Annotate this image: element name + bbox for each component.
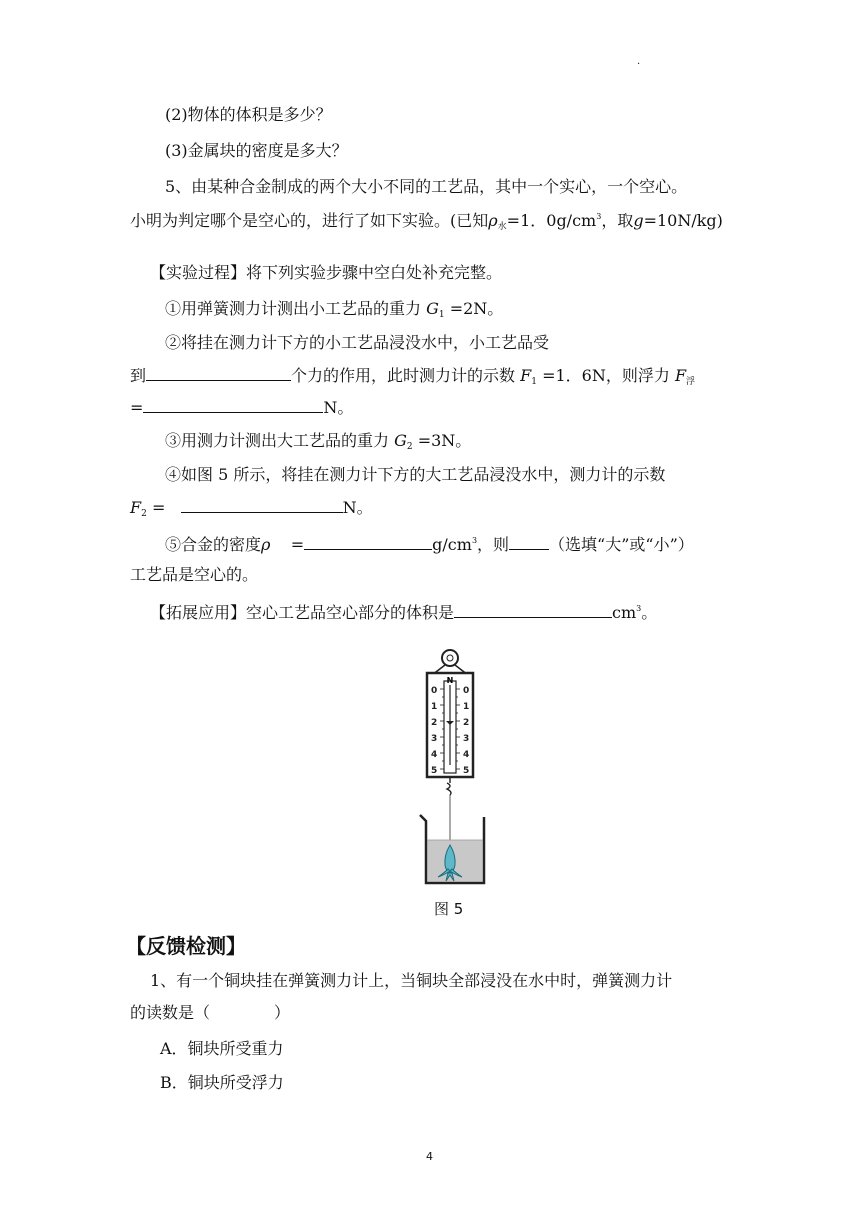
scale-right-label: 5 (463, 766, 470, 776)
scale-left-label: 4 (431, 750, 438, 760)
scale-left-label: 5 (431, 766, 438, 776)
problem-5-line-2: 小明为判定哪个是空心的，进行了如下实验。(已知$\rho_水=1$．$0g/cm^3$，取g=10N/kg) (130, 211, 723, 232)
feedback-heading: 【反馈检测】 (126, 934, 246, 958)
option-b[interactable]: B．铜块所受浮力 (160, 1073, 284, 1092)
scale-right-label: 4 (463, 750, 470, 760)
force-count-blank[interactable] (146, 364, 291, 381)
extension-application: 【拓展应用】空心工艺品空心部分的体积是 $cm^3$。 (150, 603, 658, 622)
step-2-line-3: = N。 (130, 398, 354, 417)
scale-right-label: 2 (463, 718, 470, 728)
problem-5-line-1: 5、由某种合金制成的两个大小不同的工艺品，其中一个实心，一个空心。 (165, 177, 688, 196)
density-blank[interactable] (304, 533, 432, 550)
scale-left-label: 2 (431, 718, 438, 728)
header-mark: . (637, 56, 641, 67)
scale-right-label: 3 (463, 734, 470, 744)
page-number: 4 (426, 1150, 433, 1163)
buoyancy-blank[interactable] (143, 396, 323, 413)
scale-left-label: 1 (431, 702, 438, 712)
step-5-line-1: ⑤合金的密度ρ = $g/cm^3$，则 （选填“大”或“小”） (165, 535, 694, 554)
scale-right-label: 0 (463, 686, 470, 696)
scale-left-label: 0 (431, 686, 438, 696)
option-a[interactable]: A．铜块所受重力 (160, 1039, 284, 1058)
question-3: (3)金属块的密度是多大？ (165, 141, 348, 160)
size-choice-blank[interactable] (509, 533, 549, 550)
step-1: ①用弹簧测力计测出小工艺品的重力 $G_1 =2N$。 (165, 299, 504, 320)
reading-f2-blank[interactable] (181, 496, 343, 513)
feedback-q1-line-2: 的读数是（ ） (130, 1003, 291, 1022)
step-3: ③用测力计测出大工艺品的重力 $G_2 =3N$。 (165, 431, 472, 452)
step-4-line-2: $F_2$ = N。 (130, 498, 373, 519)
question-2: (2)物体的体积是多少？ (165, 105, 332, 124)
figure-caption: 图 5 (434, 900, 464, 918)
scale-left-label: 3 (431, 734, 438, 744)
scale-unit: N (446, 676, 454, 685)
feedback-q1-line-1: 1、有一个铜块挂在弹簧测力计上，当铜块全部浸没在水中时，弹簧测力计 (150, 971, 673, 990)
hollow-volume-blank[interactable] (454, 601, 612, 618)
experiment-process-heading: 【实验过程】将下列实验步骤中空白处补充完整。 (150, 263, 503, 282)
scale-right-label: 1 (463, 702, 470, 712)
step-2-line-2: 到 个力的作用，此时测力计的示数 $F_1 =1$．6N，则浮力 $F_浮$ (130, 366, 696, 387)
step-4-line-1: ④如图 5 所示，将挂在测力计下方的大工艺品浸没水中，测力计的示数 (165, 465, 666, 484)
figure-5-spring-scale (400, 645, 510, 890)
step-5-line-2: 工艺品是空心的。 (130, 565, 259, 584)
step-2-line-1: ②将挂在测力计下方的小工艺品浸没水中，小工艺品受 (165, 333, 550, 352)
